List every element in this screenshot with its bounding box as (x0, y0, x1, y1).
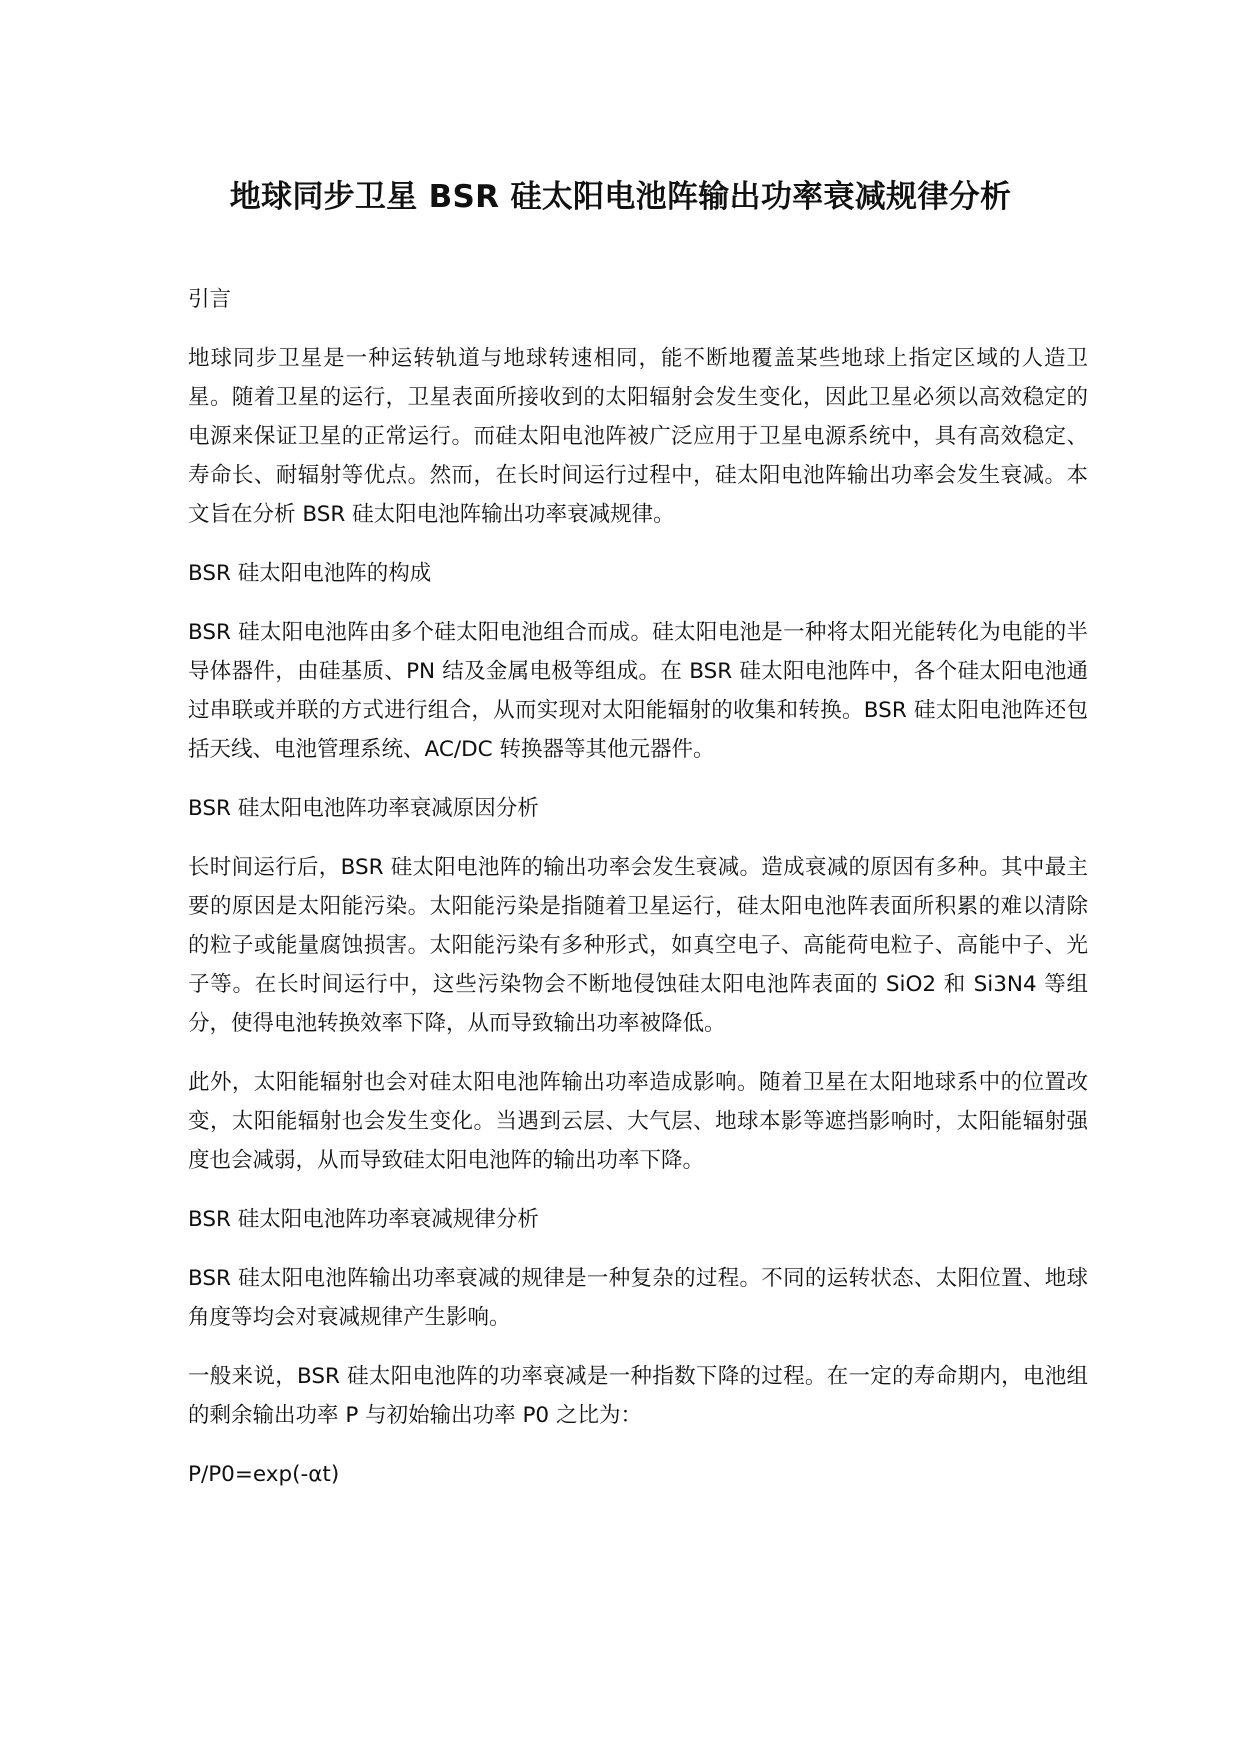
document-title: 地球同步卫星 BSR 硅太阳电池阵输出功率衰减规律分析 (229, 179, 1012, 215)
paragraph-intro: 地球同步卫星是一种运转轨道与地球转速相同，能不断地覆盖某些地球上指定区域的人造卫星。随着卫星的运行，卫星表面所接收到的太阳辐射会发生变化，因此卫星必须以高效稳定的电源来保证卫星的正常运行。而硅太阳电池阵被广泛应用于卫星电源系统中，具有高效稳定、寿命长、耐辐射等优点。然而，在长时间运行过程中，硅太阳电池阵输出功率会发生衰减。本文旨在分析 BSR 硅太阳电池阵输出功率衰减规律。 (188, 346, 1088, 527)
paragraph-law-exponential: 一般来说，BSR 硅太阳电池阵的功率衰减是一种指数下降的过程。在一定的寿命期内，电池组的剩余输出功率 P 与初始输出功率 P0 之比为： (188, 1364, 1088, 1428)
section-heading-composition: BSR 硅太阳电池阵的构成 (188, 561, 432, 586)
paragraph-composition: BSR 硅太阳电池阵由多个硅太阳电池组合而成。硅太阳电池是一种将太阳光能转化为电能的半导体器件，由硅基质、PN 结及金属电极等组成。在 BSR 硅太阳电池阵中，各个硅太阳电池通过串联或并联的方式进行组合，从而实现对太阳能辐射的收集和转换。BSR 硅太阳电池阵还包括天线、电池管理系统、AC/DC 转换器等其他元器件。 (188, 620, 1088, 762)
section-heading-law: BSR 硅太阳电池阵功率衰减规律分析 (188, 1207, 539, 1232)
section-heading-intro: 引言 (188, 287, 232, 312)
section-heading-causes: BSR 硅太阳电池阵功率衰减原因分析 (188, 796, 539, 821)
paragraph-causes-radiation: 此外，太阳能辐射也会对硅太阳电池阵输出功率造成影响。随着卫星在太阳地球系中的位置改变，太阳能辐射也会发生变化。当遇到云层、大气层、地球本影等遮挡影响时，太阳能辐射强度也会减弱，从而导致硅太阳电池阵的输出功率下降。 (188, 1070, 1088, 1173)
paragraph-law-overview: BSR 硅太阳电池阵输出功率衰减的规律是一种复杂的过程。不同的运转状态、太阳位置、地球角度等均会对衰减规律产生影响。 (188, 1266, 1088, 1330)
decay-formula: P/P0=exp(-αt) (188, 1462, 340, 1487)
document-body (188, 280, 1088, 1494)
paragraph-causes-contamination: 长时间运行后，BSR 硅太阳电池阵的输出功率会发生衰减。造成衰减的原因有多种。其中最主要的原因是太阳能污染。太阳能污染是指随着卫星运行，硅太阳电池阵表面所积累的难以清除的粒子或能量腐蚀损害。太阳能污染有多种形式，如真空电子、高能荷电粒子、高能中子、光子等。在长时间运行中，这些污染物会不断地侵蚀硅太阳电池阵表面的 SiO2 和 Si3N4 等组分，使得电池转换效率下降，从而导致输出功率被降低。 (188, 855, 1088, 1036)
